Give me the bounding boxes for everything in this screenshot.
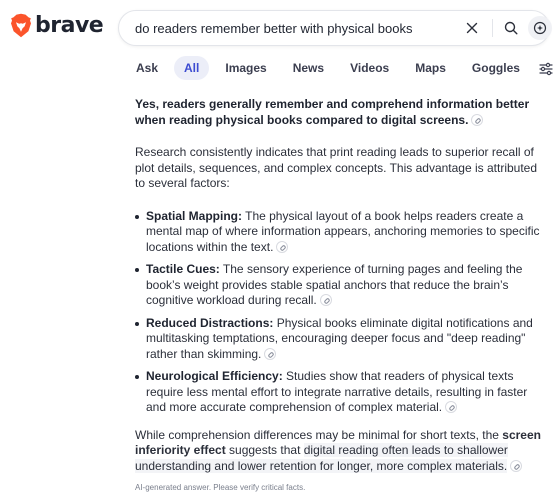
search-box	[118, 10, 550, 46]
factor-title: Neurological Efficiency:	[146, 369, 283, 383]
citation-link-icon[interactable]	[471, 114, 483, 126]
conclusion-text: suggests that	[225, 443, 304, 457]
search-icon	[504, 21, 518, 35]
factor-title: Tactile Cues:	[146, 262, 220, 276]
list-item	[135, 262, 547, 309]
conclusion-text: While comprehension differences may be minimal for short texts, the	[135, 427, 503, 442]
search-input[interactable]	[135, 11, 455, 45]
brand-name: brave	[35, 13, 104, 38]
tab-images[interactable]: Images	[225, 61, 267, 75]
ai-answer	[135, 97, 547, 474]
conclusion-term: screen inferiority effect	[135, 427, 541, 457]
citation-link-icon[interactable]	[445, 401, 457, 413]
search-tabs	[126, 56, 536, 80]
citation-link-icon[interactable]	[510, 460, 522, 472]
header	[0, 0, 559, 58]
tab-news[interactable]: News	[292, 61, 325, 75]
citation-link-icon[interactable]	[320, 294, 332, 306]
leo-ai-icon	[533, 21, 547, 35]
factor-text: Studies show that readers of physical texts require less mental effort to integrate narrative details, resulting in faster and more accurate comprehension of complex material.	[146, 369, 528, 414]
conclusion-highlight: digital reading often leads to shallower understanding and lower retention for longer, more complex materials.	[135, 443, 508, 473]
ai-disclaimer: AI-generated answer. Please verify critical facts.	[135, 483, 306, 492]
search-divider	[492, 19, 493, 37]
factor-text: The physical layout of a book helps readers create a mental map of where information appears, anchoring memories to specific locations within the text.	[146, 208, 540, 254]
factor-title: Reduced Distractions:	[146, 315, 274, 330]
citation-link-icon[interactable]	[276, 241, 288, 253]
factor-list	[135, 209, 547, 416]
answer-conclusion	[135, 428, 547, 475]
brave-lion-icon	[10, 13, 32, 38]
clear-search-button[interactable]	[462, 18, 482, 38]
answer-intro: Research consistently indicates that print reading leads to superior recall of plot details, sequences, and complex concepts. This advantage is attributed to several factors:	[135, 145, 538, 190]
filter-settings-button[interactable]	[538, 61, 554, 77]
list-item	[135, 316, 547, 363]
tab-maps[interactable]: Maps	[415, 61, 446, 75]
factor-text: Physical books eliminate digital notifications and multitasking temptations, encouraging deeper focus and "deep reading" rather than skimming.	[146, 315, 533, 361]
filter-sliders-icon	[538, 61, 554, 77]
tab-all[interactable]: All	[174, 56, 209, 80]
search-button[interactable]	[501, 18, 521, 38]
list-item	[135, 369, 547, 416]
brave-logo[interactable]	[10, 13, 103, 38]
list-item	[135, 209, 547, 256]
citation-link-icon[interactable]	[264, 348, 276, 360]
factor-text: The sensory experience of turning pages and feeling the book’s weight provides stable spatial anchors that reduce the brain’s cognitive workload during recall.	[146, 262, 523, 307]
tab-videos[interactable]: Videos	[350, 61, 390, 75]
leo-ai-button[interactable]	[528, 16, 552, 40]
close-icon	[466, 22, 478, 34]
answer-lead	[135, 97, 547, 128]
answer-lead-text: Yes, readers generally remember and comprehend information better when reading physical books compared to digital screens.	[135, 97, 530, 127]
tab-goggles[interactable]: Goggles	[471, 61, 520, 75]
factor-title: Spatial Mapping:	[146, 208, 242, 223]
tab-ask[interactable]: Ask	[136, 61, 159, 75]
